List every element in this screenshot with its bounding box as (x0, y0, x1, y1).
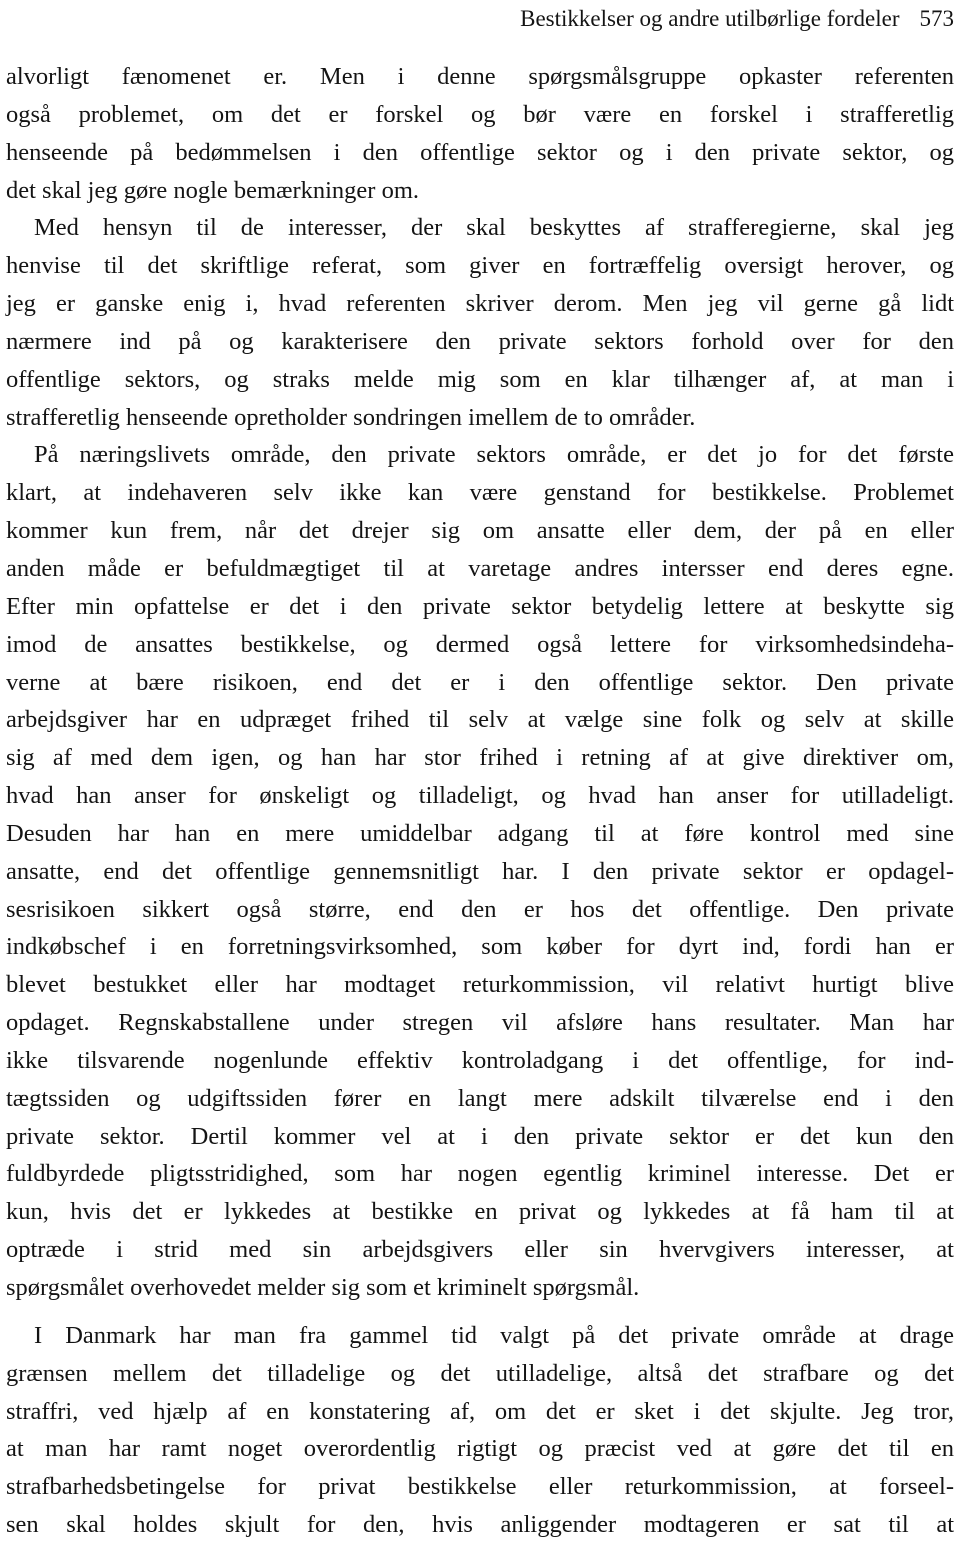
text-line: jeg er ganske enig i, hvad referenten skriver derom. Men jeg vil gerne gå lidt (6, 290, 954, 318)
text-line: sesrisikoen sikkert også større, end den er hos det offentlige. Den private (6, 895, 954, 923)
text-line: klart, at indehaveren selv ikke kan være genstand for bestikkelse. Problemet (6, 479, 954, 507)
text-line: spørgsmålet overhovedet melder sig som et kriminelt spørgsmål. (6, 1274, 640, 1301)
text-line: fuldbyrdede pligtsstridighed, som har nogen egentlig kriminel interesse. Det er (6, 1160, 954, 1188)
text-line: sen skal holdes skjult for den, hvis anliggender modtageren er sat til at (6, 1511, 954, 1539)
body-text (6, 58, 954, 1544)
running-head-title: Bestikkelser og andre utilbørlige fordeler (520, 6, 900, 31)
paragraph (6, 209, 954, 436)
text-line: verne at bære risikoen, end det er i den offentlige sektor. Den private (6, 668, 954, 696)
text-line: hvad han anser for ønskeligt og tilladeligt, og hvad han anser for utilladeligt. (6, 782, 954, 810)
text-line: kommer kun frem, når det drejer sig om ansatte eller dem, der på en eller (6, 517, 954, 545)
text-line: også problemet, om det er forskel og bør være en forskel i strafferetlig (6, 100, 954, 128)
text-line: at man har ramt noget overordentlig rigtigt og præcist ved at gøre det til en (6, 1435, 954, 1463)
text-line: strafbarhedsbetingelse for privat bestikkelse eller returkommission, at forseel- (6, 1473, 954, 1501)
text-line: grænsen mellem det tilladelige og det utilladelige, altså det strafbare og det (6, 1359, 954, 1387)
text-line: opdaget. Regnskabstallene under stregen vil afsløre hans resultater. Man har (6, 1009, 954, 1037)
text-line: I Danmark har man fra gammel tid valgt på det private område at drage (34, 1321, 954, 1349)
paragraph (6, 58, 954, 209)
text-line: kun, hvis det er lykkedes at bestikke en privat og lykkedes at få ham til at (6, 1198, 954, 1226)
text-line: arbejdsgiver har en udpræget frihed til selv at vælge sine folk og selv at skille (6, 706, 954, 734)
text-line: strafferetlig henseende opretholder sondringen imellem de to områder. (6, 403, 696, 431)
text-line: imod de ansattes bestikkelse, og dermed også lettere for virksomhedsindeha- (6, 630, 954, 658)
text-line: blevet bestukket eller har modtaget returkommission, vil relativt hurtigt blive (6, 971, 954, 999)
text-line: straffri, ved hjælp af en konstatering af, om det er sket i det skjulte. Jeg tror, (6, 1397, 954, 1425)
text-line: Desuden har han en mere umiddelbar adgang til at føre kontrol med sine (6, 819, 954, 847)
text-line: alvorligt fænomenet er. Men i denne spørgsmålsgruppe opkaster referenten (6, 63, 954, 90)
text-line: sig af med dem igen, og han har stor frihed i retning af at give direktiver om, (6, 744, 954, 772)
page-number: 573 (919, 6, 954, 31)
text-line: henseende på bedømmelsen i den offentlige sektor og i den private sektor, og (6, 138, 954, 166)
text-line: På næringslivets område, den private sektors område, er det jo for det første (34, 441, 954, 469)
running-head (520, 6, 954, 32)
paragraph (6, 436, 954, 1306)
paragraph-gap (6, 1307, 954, 1317)
text-line: indkøbschef i en forretningsvirksomhed, som køber for dyrt ind, fordi han er (6, 933, 954, 961)
text-line: ikke tilsvarende nogenlunde effektiv kontroladgang i det offentlige, for ind- (6, 1046, 954, 1074)
text-line: Med hensyn til de interesser, der skal beskyttes af strafferegierne, skal jeg (34, 214, 954, 242)
text-line: Efter min opfattelse er det i den private sektor betydelig lettere at beskytte sig (6, 592, 954, 620)
text-line: optræde i strid med sin arbejdsgivers eller sin hvervgivers interesser, at (6, 1236, 954, 1264)
text-line: nærmere ind på og karakterisere den private sektors forhold over for den (6, 327, 954, 355)
paragraph (6, 1317, 954, 1544)
text-line: anden måde er befuldmægtiget til at varetage andres intersser end deres egne. (6, 554, 954, 582)
text-line: ansatte, end det offentlige gennemsnitligt har. I den private sektor er opdagel- (6, 857, 954, 885)
text-line: tægtssiden og udgiftssiden fører en langt mere adskilt tilværelse end i den (6, 1084, 954, 1112)
text-line: det skal jeg gøre nogle bemærkninger om. (6, 176, 419, 204)
text-line: henvise til det skriftlige referat, som giver en fortræffelig oversigt herover, og (6, 252, 954, 280)
text-line: private sektor. Dertil kommer vel at i den private sektor er det kun den (6, 1122, 954, 1150)
text-line: offentlige sektors, og straks melde mig som en klar tilhænger af, at man i (6, 365, 954, 393)
